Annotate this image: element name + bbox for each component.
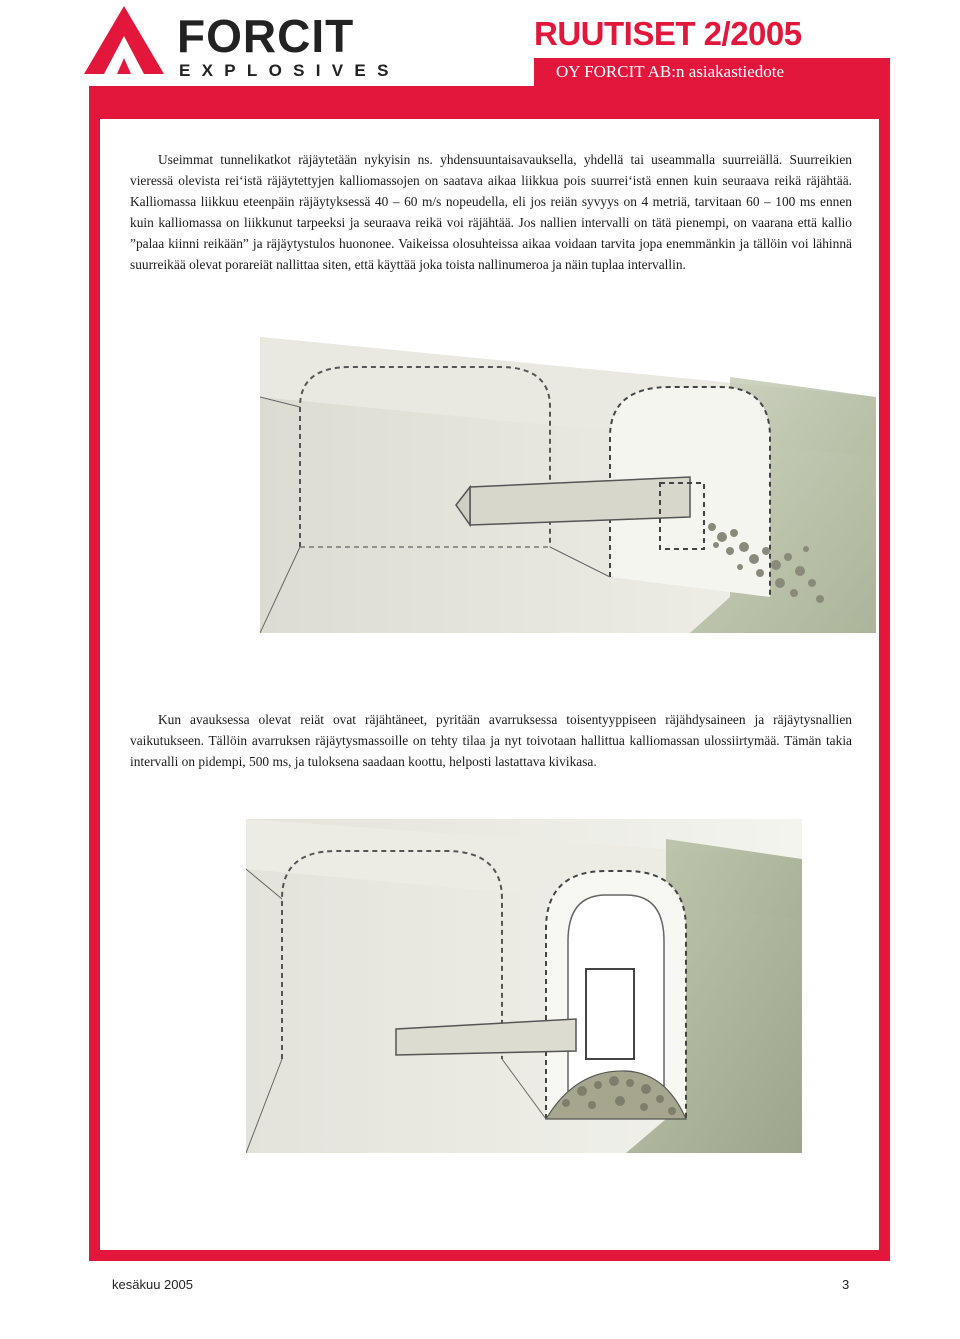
paragraph-2: Kun avauksessa olevat reiät ovat räjähtäneet, pyritään avarruksessa toisentyyppiseen räjähdysaineen ja räjäytysnallien vaikutukseen. Tällöin avarruksen räjäytysmassoille on tehty tilaa ja nyt toivotaan hallittua kalliomassan ulossiirtymää. Tämän takia intervalli on pidempi, 500 ms, ja tuloksena saadaan koottu, helposti lastattava kivikasa. (130, 712, 852, 769)
logo-main-text: FORCIT (177, 10, 355, 62)
newsletter-subtitle: OY FORCIT AB:n asiakastiedote (556, 62, 785, 81)
subtitle-band (534, 58, 890, 86)
newsletter-title: RUUTISET 2/2005 (534, 15, 802, 52)
page-number: 3 (842, 1277, 850, 1292)
footer-date: kesäkuu 2005 (112, 1277, 193, 1292)
content-panel (100, 119, 879, 1250)
paragraph-1: Useimmat tunnelikatkot räjäytetään nykyisin ns. yhdensuuntaisavauksella, yhdellä tai useammalla suurreiällä. Suurreikien vieressä olevista rei‘istä räjäytettyjen kalliomassojen on saatava aikaa liikkua pois suurrei‘istä ennen kuin seuraava reikä räjähtää. Kalliomassa liikkuu eteenpäin räjäytyksessä 40 – 60 m/s nopeudella, eli jos reiän syvyys on 4 metriä, tarvitaan 60 – 100 ms ennen kuin kalliomassa on liikkunut tarpeeksi ja seuraava reikä voi räjähtää. Jos nallien intervalli on tätä pienempi, on vaarana että kallio ”palaa kiinni reikään” ja räjäytystulos huononee. Vaikeissa olosuhteissa aikaa voidaan tarvita jopa enemmänkin ja tällöin voi lähinnä suurreikää olevat porareiät nallittaa siten, että käyttää joka toista nallinumeroa ja näin tuplaa intervallin. (130, 152, 852, 272)
logo-sub-text: EXPLOSIVES (179, 61, 400, 80)
tunnel-cut-illustration (260, 337, 876, 633)
forcit-logo (82, 4, 412, 80)
tunnel-reaming-illustration (246, 819, 802, 1153)
content-frame (89, 86, 890, 1261)
